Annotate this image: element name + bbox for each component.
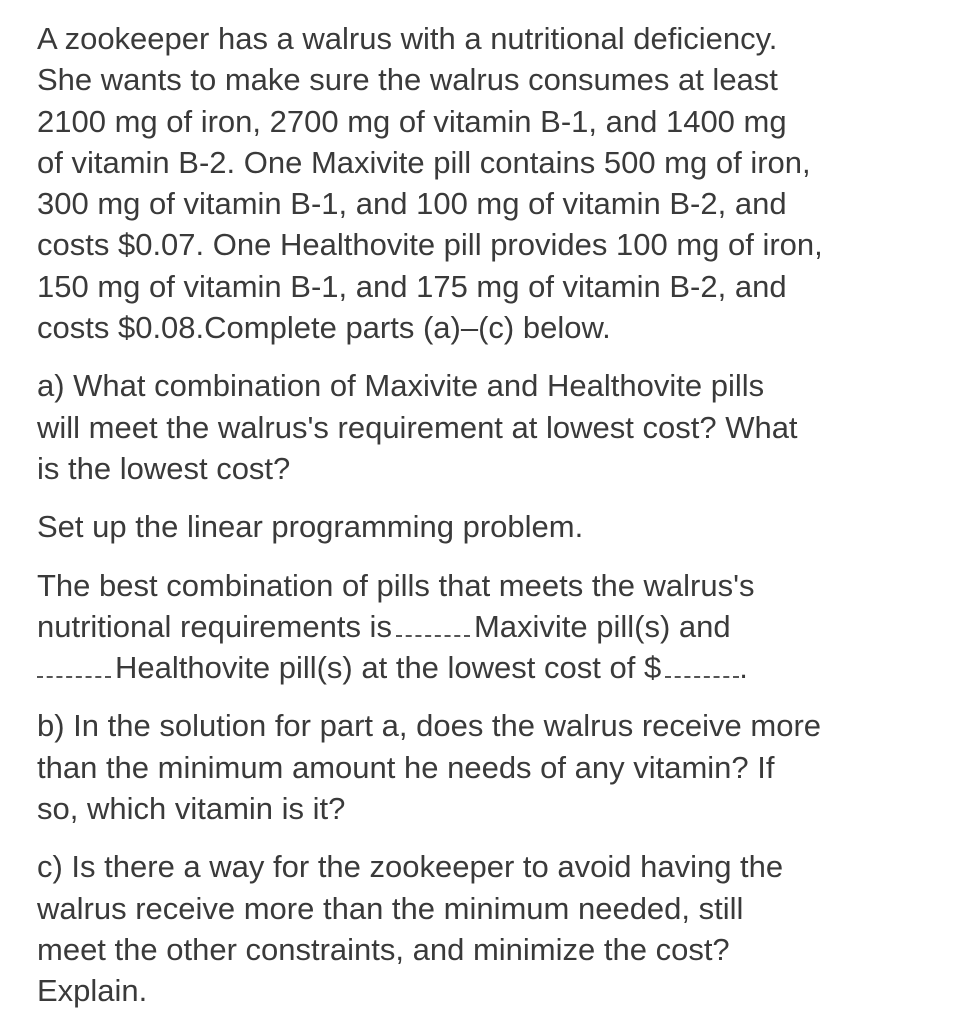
intro-line: costs $0.07. One Healthovite pill provides 100 mg of iron, — [37, 227, 823, 263]
problem-text — [37, 18, 937, 1012]
paragraph-gap — [37, 348, 937, 365]
intro-line: 300 mg of vitamin B-1, and 100 mg of vitamin B-2, and — [37, 186, 787, 222]
paragraph-gap — [37, 829, 937, 846]
part-a-line: a) What combination of Maxivite and Healthovite pills — [37, 368, 765, 404]
answer-line-1: The best combination of pills that meets the walrus's — [37, 567, 755, 603]
intro-line: 2100 mg of iron, 2700 mg of vitamin B-1, and 1400 mg — [37, 103, 787, 139]
maxivite-count-blank[interactable] — [396, 611, 470, 637]
setup-line: Set up the linear programming problem. — [37, 509, 584, 545]
paragraph-gap — [37, 548, 937, 565]
part-a-line: is the lowest cost? — [37, 450, 291, 486]
part-b-line: than the minimum amount he needs of any vitamin? If — [37, 749, 775, 785]
intro-line: costs $0.08.Complete parts (a)–(c) below. — [37, 310, 611, 346]
answer-paragraph — [37, 565, 937, 689]
setup-instruction — [37, 506, 937, 547]
answer-prefix: nutritional requirements is — [37, 608, 392, 644]
intro-paragraph — [37, 18, 937, 348]
part-a-line: will meet the walrus's requirement at lowest cost? What — [37, 409, 798, 445]
intro-line: She wants to make sure the walrus consumes at least — [37, 62, 778, 98]
part-b-line: so, which vitamin is it? — [37, 791, 346, 827]
part-c-question — [37, 846, 937, 1011]
part-c-line: meet the other constraints, and minimize the cost? — [37, 931, 730, 967]
intro-line: A zookeeper has a walrus with a nutritional deficiency. — [37, 21, 778, 56]
answer-mid: Healthovite pill(s) at the lowest cost of $ — [115, 650, 662, 686]
part-c-line: Explain. — [37, 973, 148, 1009]
healthovite-count-blank[interactable] — [37, 652, 111, 678]
part-c-line: c) Is there a way for the zookeeper to avoid having the — [37, 849, 784, 885]
paragraph-gap — [37, 688, 937, 705]
part-a-question — [37, 365, 937, 489]
paragraph-gap — [37, 489, 937, 506]
answer-line-3 — [37, 647, 937, 688]
part-b-line: b) In the solution for part a, does the walrus receive more — [37, 708, 822, 744]
intro-line: 150 mg of vitamin B-1, and 175 mg of vitamin B-2, and — [37, 268, 787, 304]
part-c-line: walrus receive more than the minimum needed, still — [37, 890, 744, 926]
part-b-question — [37, 705, 937, 829]
intro-line: of vitamin B-2. One Maxivite pill contains 500 mg of iron, — [37, 144, 811, 180]
answer-line-2 — [37, 606, 937, 647]
answer-suffix: Maxivite pill(s) and — [473, 608, 731, 644]
answer-end: . — [739, 650, 748, 686]
lowest-cost-blank[interactable] — [665, 652, 739, 678]
